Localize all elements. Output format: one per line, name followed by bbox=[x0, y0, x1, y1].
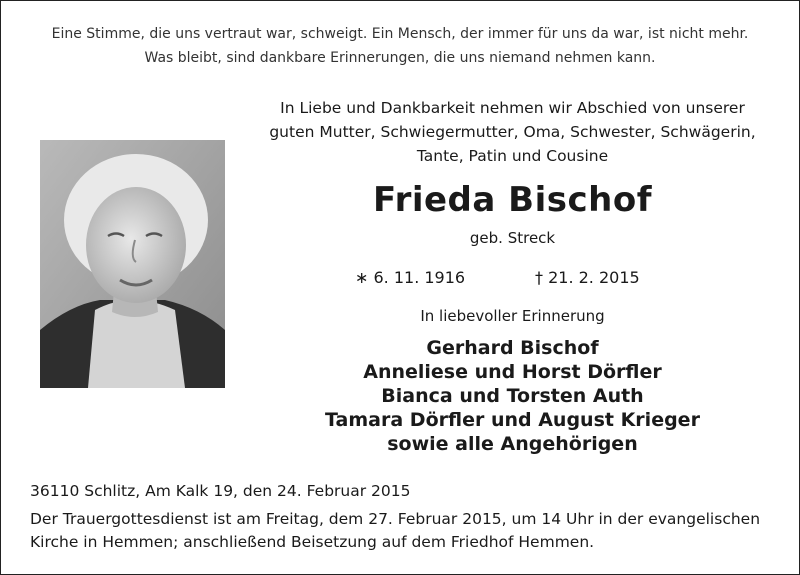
intro-line-3: Tante, Patin und Cousine bbox=[416, 147, 609, 165]
funeral-service-info bbox=[30, 508, 780, 554]
portrait-photo bbox=[40, 140, 225, 388]
birth-date: ∗ 6. 11. 1916 bbox=[355, 268, 466, 287]
mourner-line: Gerhard Bischof bbox=[426, 337, 599, 359]
mourner-line: sowie alle Angehörigen bbox=[387, 433, 638, 455]
address-line: 36110 Schlitz, Am Kalk 19, den 24. Februar 2015 bbox=[30, 482, 411, 500]
motto bbox=[20, 22, 780, 70]
mourners-list bbox=[245, 336, 780, 456]
deceased-name: Frieda Bischof bbox=[373, 180, 652, 220]
motto-line-2: Was bleibt, sind dankbare Erinnerungen, die uns niemand nehmen kann. bbox=[144, 50, 656, 66]
intro-line-2: guten Mutter, Schwiegermutter, Oma, Schwester, Schwägerin, bbox=[269, 123, 756, 141]
remembrance-line: In liebevoller Erinnerung bbox=[420, 307, 605, 325]
mourner-line: Tamara Dörfler und August Krieger bbox=[325, 409, 700, 431]
birth-name: geb. Streck bbox=[469, 229, 556, 247]
motto-line-1: Eine Stimme, die uns vertraut war, schweigt. Ein Mensch, der immer für uns da war, ist nicht mehr. bbox=[51, 26, 749, 42]
intro-line-1: In Liebe und Dankbarkeit nehmen wir Abschied von unserer bbox=[280, 99, 745, 117]
mourner-line: Bianca und Torsten Auth bbox=[381, 385, 644, 407]
farewell-intro bbox=[245, 96, 780, 168]
service-line-1: Der Trauergottesdienst ist am Freitag, dem 27. Februar 2015, um 14 Uhr in der evangelischen bbox=[30, 510, 761, 528]
mourner-line: Anneliese und Horst Dörfler bbox=[363, 361, 662, 383]
death-date: † 21. 2. 2015 bbox=[535, 268, 640, 287]
service-line-2: Kirche in Hemmen; anschließend Beisetzung auf dem Friedhof Hemmen. bbox=[30, 533, 595, 551]
